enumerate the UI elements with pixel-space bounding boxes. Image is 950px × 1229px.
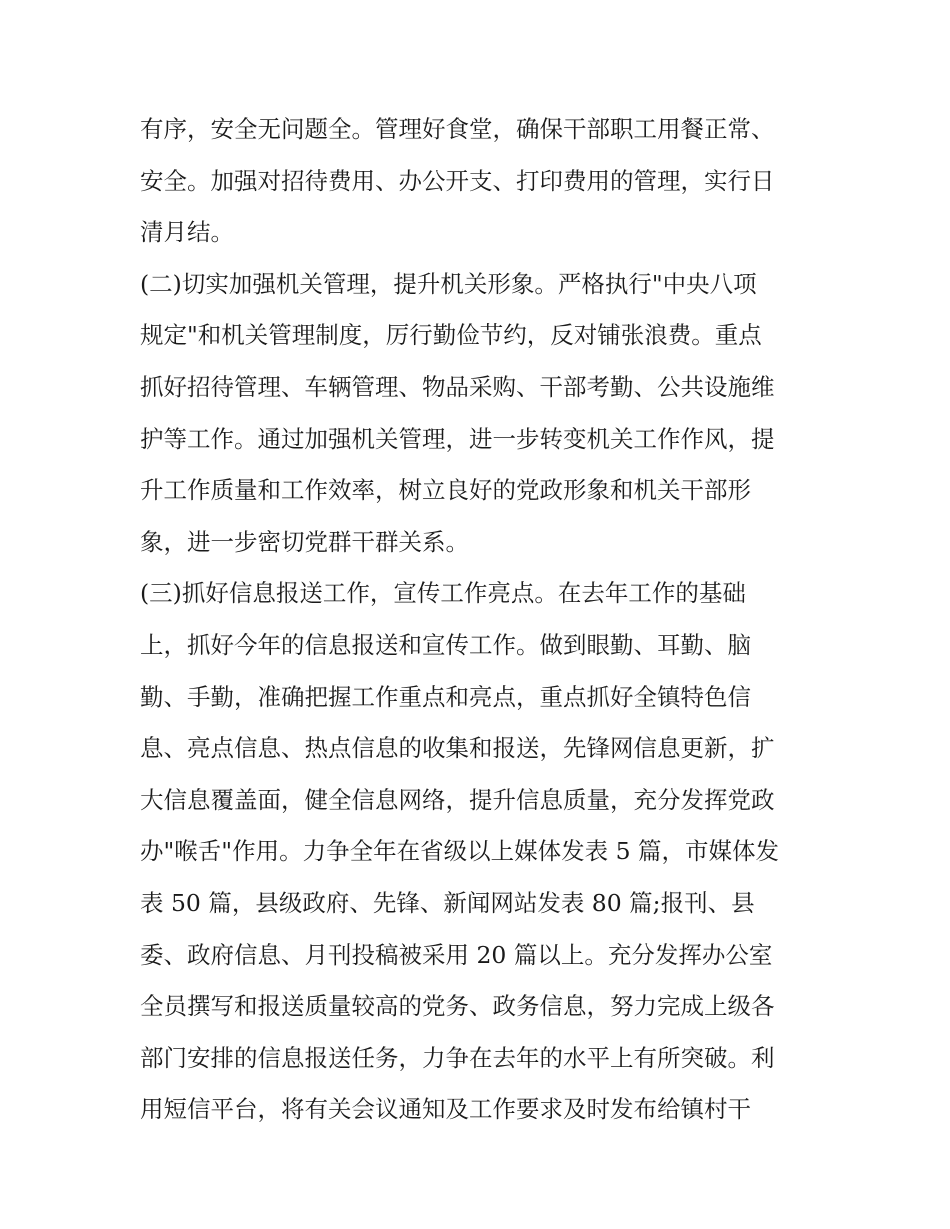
text-line: 表 50 篇，县级政府、先锋、新闻网站发表 80 篇;报刊、县 [140,888,755,917]
text-line: 抓好招待管理、车辆管理、物品采购、干部考勤、公共设施维 [140,372,775,401]
text-line: 护等工作。通过加强机关管理，进一步转变机关工作作风，提 [140,424,775,453]
body-text [140,104,820,1136]
text-line: 有序，安全无问题全。管理好食堂，确保干部职工用餐正常、 [140,115,775,143]
text-line: 全员撰写和报送质量较高的党务、政务信息，努力完成上级各 [140,992,775,1021]
text-line: 象，进一步密切党群干群关系。 [140,527,469,556]
text-line: 大信息覆盖面，健全信息网络，提升信息质量，充分发挥党政 [140,785,775,814]
text-line: 息、亮点信息、热点信息的收集和报送，先锋网信息更新，扩 [140,734,775,763]
text-line: 上，抓好今年的信息报送和宣传工作。做到眼勤、耳勤、脑 [140,630,751,659]
text-line: (三)抓好信息报送工作，宣传工作亮点。在去年工作的基础 [140,579,746,608]
text-line: 升工作质量和工作效率，树立良好的党政形象和机关干部形 [140,476,751,505]
text-line: (二)切实加强机关管理，提升机关形象。严格执行"中央八项 [140,269,757,298]
text-line: 部门安排的信息报送任务，力争在去年的水平上有所突破。利 [140,1043,775,1072]
text-line: 清月结。 [140,218,234,247]
text-line: 安全。加强对招待费用、办公开支、打印费用的管理，实行日 [140,166,775,195]
text-line: 用短信平台，将有关会议通知及工作要求及时发布给镇村干 [140,1095,751,1124]
text-line: 办"喉舌"作用。力争全年在省级以上媒体发表 5 篇，市媒体发 [140,837,780,866]
text-line: 勤、手勤，准确把握工作重点和亮点，重点抓好全镇特色信 [140,682,751,711]
text-line: 规定"和机关管理制度，厉行勤俭节约，反对铺张浪费。重点 [140,321,762,350]
text-line: 委、政府信息、月刊投稿被采用 20 篇以上。充分发挥办公室 [140,940,773,969]
